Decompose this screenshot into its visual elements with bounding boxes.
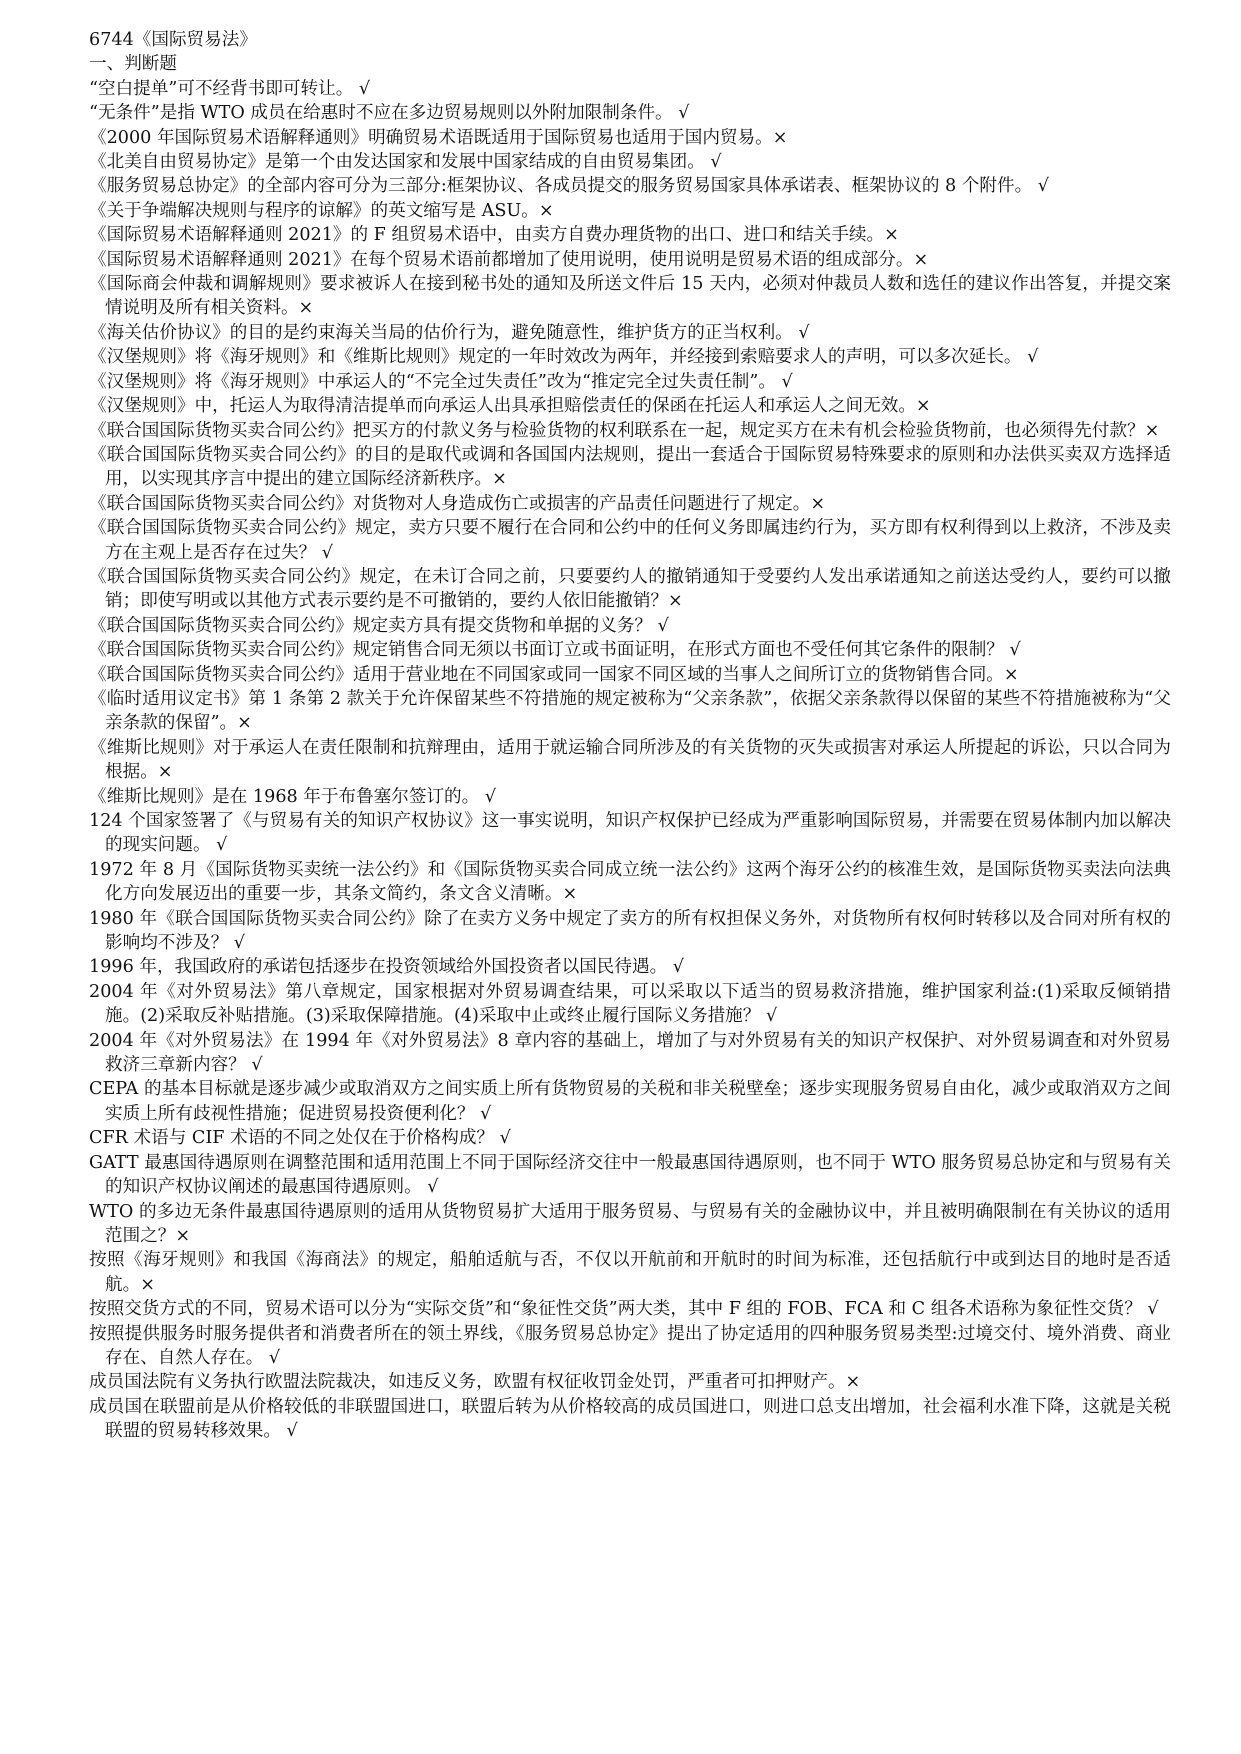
document-title: 6744《国际贸易法》 bbox=[89, 30, 257, 50]
question-item: 《服务贸易总协定》的全部内容可分为三部分:框架协议、各成员提交的服务贸易国家具体承诺表、框架协议的 8 个附件。 √ bbox=[89, 176, 1049, 197]
question-item: 成员国在联盟前是从价格较低的非联盟国进口，联盟后转为从价格较高的成员国进口，则进口总支出增加，社会福利水准下降，这就是关税联盟的贸易转移效果。 √ bbox=[89, 1396, 1171, 1442]
question-list bbox=[89, 77, 1171, 1444]
question-item: “无条件”是指 WTO 成员在给惠时不应在多边贸易规则以外附加限制条件。 √ bbox=[89, 103, 690, 124]
question-item: 《临时适用议定书》第 1 条第 2 款关于允许保留某些不符措施的规定被称为“父亲条款”，依据父亲条款得以保留的某些不符措施被称为“父亲条款的保留”。× bbox=[89, 688, 1171, 734]
question-item: 按照交货方式的不同，贸易术语可以分为“实际交货”和“象征性交货”两大类，其中 F 组的 FOB、FCA 和 C 组各术语称为象征性交货？ √ bbox=[89, 1299, 1159, 1320]
question-item: “空白提单”可不经背书即可转让。 √ bbox=[89, 78, 371, 99]
question-item: 按照《海牙规则》和我国《海商法》的规定，船舶适航与否，不仅以开航前和开航时的时间为标准，还包括航行中或到达目的地时是否适航。× bbox=[89, 1250, 1171, 1295]
question-item: 《国际贸易术语解释通则 2021》在每个贸易术语前都增加了使用说明，使用说明是贸易术语的组成部分。× bbox=[89, 249, 929, 270]
question-item: 《联合国国际货物买卖合同公约》适用于营业地在不同国家或同一国家不同区域的当事人之间所订立的货物销售合同。× bbox=[89, 664, 1019, 685]
question-item: 《维斯比规则》对于承运人在责任限制和抗辩理由，适用于就运输合同所涉及的有关货物的灭失或损害对承运人所提起的诉讼，只以合同为根据。× bbox=[89, 737, 1171, 783]
question-item: 《汉堡规则》将《海牙规则》中承运人的“不完全过失责任”改为“推定完全过失责任制”。 √ bbox=[89, 371, 793, 392]
question-item: 《联合国国际货物买卖合同公约》对货物对人身造成伤亡或损害的产品责任问题进行了规定。× bbox=[89, 493, 826, 514]
question-item: 《2000 年国际贸易术语解释通则》明确贸易术语既适用于国际贸易也适用于国内贸易。× bbox=[89, 127, 788, 148]
question-item: 《联合国国际货物买卖合同公约》规定卖方具有提交货物和单据的义务？ √ bbox=[89, 615, 669, 636]
question-item: WTO 的多边无条件最惠国待遇原则的适用从货物贸易扩大适用于服务贸易、与贸易有关的金融协议中，并且被明确限制在有关协议的适用范围之？× bbox=[89, 1201, 1171, 1246]
section-heading: 一、判断题 bbox=[89, 54, 177, 75]
question-item: 《联合国国际货物买卖合同公约》规定，在未订合同之前，只要要约人的撤销通知于受要约人发出承诺通知之前送达受约人，要约可以撤销；即使写明或以其他方式表示要约是不可撤销的，要约人依旧能撤销？× bbox=[89, 566, 1171, 612]
question-item: 《北美自由贸易协定》是第一个由发达国家和发展中国家结成的自由贸易集团。 √ bbox=[89, 152, 722, 173]
question-item: 《国际商会仲裁和调解规则》要求被诉人在接到秘书处的通知及所送文件后 15 天内，必须对仲裁员人数和选任的建议作出答复，并提交案情说明及所有相关资料。× bbox=[89, 274, 1171, 319]
question-item: 按照提供服务时服务提供者和消费者所在的领土界线，《服务贸易总协定》提出了协定适用的四种服务贸易类型:过境交付、境外消费、商业存在、自然人存在。 √ bbox=[89, 1323, 1171, 1368]
question-item: 124 个国家签署了《与贸易有关的知识产权协议》这一事实说明，知识产权保护已经成为严重影响国际贸易，并需要在贸易体制内加以解决的现实问题。 √ bbox=[89, 811, 1171, 856]
question-item: 《关于争端解决规则与程序的谅解》的英文缩写是 ASU。× bbox=[89, 200, 554, 221]
question-item: 2004 年《对外贸易法》第八章规定，国家根据对外贸易调查结果，可以采取以下适当的贸易救济措施，维护国家利益:(1)采取反倾销措施。(2)采取反补贴措施。(3)采取保障措施。(4)采取中止或终止履行国际义务措施？ √ bbox=[89, 981, 1171, 1027]
question-item: 成员国法院有义务执行欧盟法院裁决，如违反义务，欧盟有权征收罚金处罚，严重者可扣押财产。× bbox=[89, 1372, 861, 1393]
question-item: 《海关估价协议》的目的是约束海关当局的估价行为，避免随意性，维护货方的正当权利。 √ bbox=[89, 322, 810, 343]
question-item: 1980 年《联合国国际货物买卖合同公约》除了在卖方义务中规定了卖方的所有权担保义务外，对货物所有权何时转移以及合同对所有权的影响均不涉及？ √ bbox=[89, 908, 1171, 954]
question-item: 《联合国国际货物买卖合同公约》把买方的付款义务与检验货物的权利联系在一起，规定买方在未有机会检验货物前，也必须得先付款？× bbox=[89, 420, 1160, 441]
question-item: CEPA 的基本目标就是逐步减少或取消双方之间实质上所有货物贸易的关税和非关税壁垒；逐步实现服务贸易自由化，减少或取消双方之间实质上所有歧视性措施；促进贸易投资便利化？ √ bbox=[89, 1079, 1171, 1124]
question-item: 《联合国国际货物买卖合同公约》的目的是取代或调和各国国内法规则，提出一套适合于国际贸易特殊要求的原则和办法供买卖双方选择适用，以实现其序言中提出的建立国际经济新秩序。× bbox=[89, 444, 1171, 490]
question-item: 1972 年 8 月《国际货物买卖统一法公约》和《国际货物买卖合同成立统一法公约》这两个海牙公约的核准生效，是国际货物买卖法向法典化方向发展迈出的重要一步，其条文简约，条文含义清晰。× bbox=[89, 859, 1171, 905]
question-item: 《维斯比规则》是在 1968 年于布鲁塞尔签订的。 √ bbox=[89, 786, 497, 807]
question-item: 《联合国国际货物买卖合同公约》规定销售合同无须以书面订立或书面证明，在形式方面也不受任何其它条件的限制？ √ bbox=[89, 640, 1021, 661]
question-item: CFR 术语与 CIF 术语的不同之处仅在于价格构成？ √ bbox=[89, 1128, 511, 1149]
question-item: 1996 年，我国政府的承诺包括逐步在投资领域给外国投资者以国民待遇。 √ bbox=[89, 957, 684, 978]
question-item: GATT 最惠国待遇原则在调整范围和适用范围上不同于国际经济交往中一般最惠国待遇原则，也不同于 WTO 服务贸易总协定和与贸易有关的知识产权协议阐述的最惠国待遇原则。 √ bbox=[89, 1152, 1171, 1198]
question-item: 《汉堡规则》中，托运人为取得清洁提单而向承运人出具承担赔偿责任的保函在托运人和承运人之间无效。× bbox=[89, 396, 931, 417]
question-item: 《汉堡规则》将《海牙规则》和《维斯比规则》规定的一年时效改为两年，并经接到索赔要求人的声明，可以多次延长。 √ bbox=[89, 347, 1039, 368]
question-item: 《国际贸易术语解释通则 2021》的 F 组贸易术语中，由卖方自费办理货物的出口、进口和结关手续。× bbox=[89, 225, 899, 246]
question-item: 2004 年《对外贸易法》在 1994 年《对外贸易法》8 章内容的基础上，增加了与对外贸易有关的知识产权保护、对外贸易调查和对外贸易救济三章新内容？ √ bbox=[89, 1030, 1171, 1076]
question-item: 《联合国国际货物买卖合同公约》规定，卖方只要不履行在合同和公约中的任何义务即属违约行为，买方即有权利得到以上救济，不涉及卖方在主观上是否存在过失？ √ bbox=[89, 518, 1171, 563]
